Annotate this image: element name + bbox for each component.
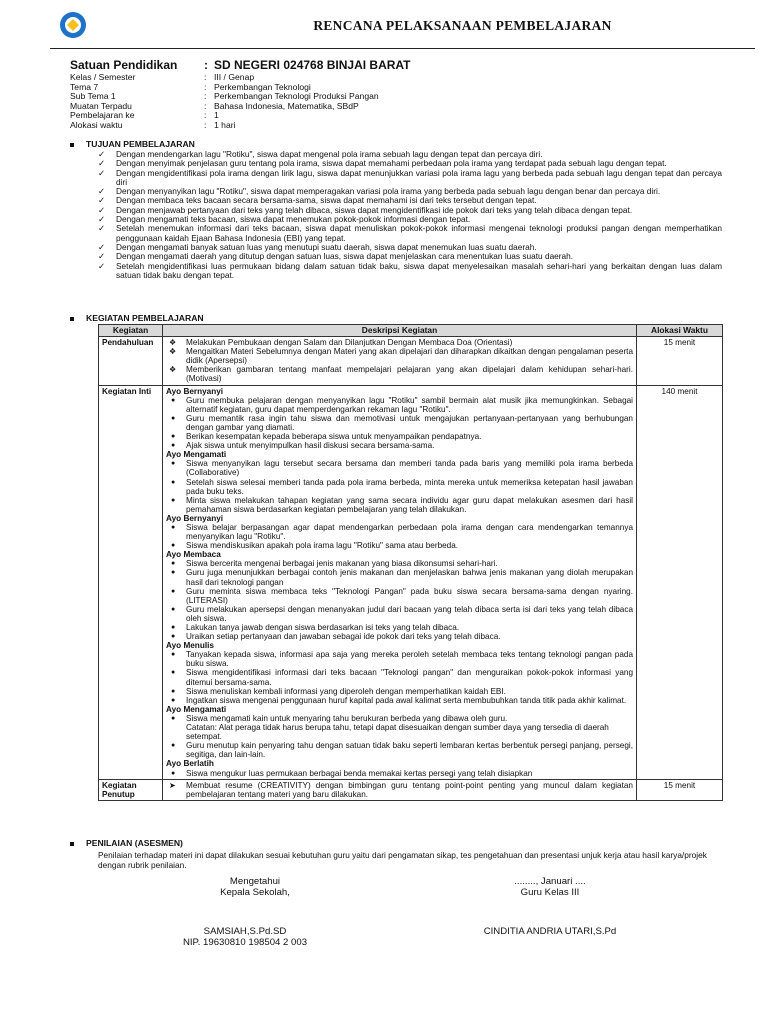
pendahuluan-description [163, 337, 637, 385]
bullet-icon: ● [171, 633, 176, 641]
inti-item-text: Siswa mendiskusikan apakah pola irama lagu "Rotiku" sama atau berbeda. [186, 541, 459, 551]
colon: : [204, 119, 207, 130]
inti-group-title: Ayo Menulis [166, 641, 214, 651]
inti-item [166, 541, 633, 550]
col-alokasi-header: Alokasi Waktu [637, 325, 723, 337]
bullet-icon: ● [171, 460, 176, 468]
inti-item-text: Minta siswa melakukan tahapan kegiatan yang sama secara individu agar guru dapat melakukan asesmen dari hasil pemahaman siswa berdasarkan kegiatan pembelajaran yang telah dilakukan. [186, 495, 633, 514]
signature-right [450, 876, 650, 898]
pendahuluan-item [166, 365, 633, 383]
inti-item [166, 496, 633, 514]
inti-item-text: Guru melakukan apersepsi dengan menanyakan judul dari bacaan yang telah dibaca serta isi dari teks yang telah dibaca oleh siswa. [186, 604, 633, 623]
inti-item [166, 459, 633, 477]
inti-item [166, 741, 633, 759]
document-title: RENCANA PELAKSANAAN PEMBELAJARAN [313, 18, 612, 33]
inti-group-title: Ayo Mengamati [166, 704, 227, 714]
identity-block [70, 58, 730, 131]
inti-item [166, 478, 633, 496]
bullet-icon: ● [171, 542, 176, 550]
ident-value: Perkembangan Teknologi [214, 81, 311, 92]
ident-value: III / Genap [214, 72, 255, 82]
inti-item [166, 396, 633, 414]
bullet-icon: ● [171, 669, 176, 677]
ident-row [70, 111, 730, 121]
checkmark-icon: ✓ [98, 251, 105, 262]
inti-item [166, 414, 633, 432]
tujuan-item-text: Setelah mengidentifikasi luas permukaan bidang dalam satuan tidak baku, siswa dapat menyelesaikan masalah sehari-hari yang berkaitan dengan luas dalam satuan tidak baku dengan tepat. [116, 260, 722, 280]
col-deskripsi-header: Deskripsi Kegiatan [163, 325, 637, 337]
ident-value: 1 hari [214, 119, 236, 130]
arrow-bullet-icon: ➤ [169, 780, 176, 790]
bullet-icon: ● [171, 742, 176, 750]
checkmark-icon: ✓ [98, 204, 105, 215]
sig-right-name: CINDITIA ANDRIA UTARI,S.Pd [483, 926, 617, 937]
penutup-item-text: Membuat resume (CREATIVITY) dengan bimbingan guru tentang point-point penting yang muncul dalam kegiatan pembelajaran tentang materi yang baru dilakukan. [186, 780, 633, 799]
square-bullet-icon [70, 143, 74, 147]
inti-group-title: Ayo Bernyanyi [166, 513, 224, 523]
ident-key: Alokasi waktu [70, 119, 123, 130]
bullet-icon: ● [171, 414, 176, 422]
penutup-label: Kegiatan Penutup [99, 779, 163, 800]
inti-item [166, 769, 633, 778]
pendahuluan-label: Pendahuluan [99, 337, 163, 385]
inti-group-title: Ayo Membaca [166, 550, 221, 560]
inti-item-text: Berikan kesempatan kepada beberapa siswa untuk menyampaikan pendapatnya. [186, 432, 482, 442]
ident-value: Bahasa Indonesia, Matematika, SBdP [214, 100, 359, 111]
inti-alokasi: 140 menit [637, 385, 723, 779]
bullet-icon: ● [171, 396, 176, 404]
colon: : [204, 110, 207, 121]
school-label: Satuan Pendidikan [70, 58, 178, 72]
inti-item [166, 432, 633, 441]
sig-right-line1: ........, Januari .... [514, 876, 586, 887]
inti-item-text: Siswa menyanyikan lagu tersebut secara bersama dan memberi tanda pada baris yang memiliki pola irama berbeda (Collaborative) [186, 459, 633, 478]
ident-key: Tema 7 [70, 81, 99, 92]
inti-item-text: Guru membuka pelajaran dengan menyanyikan lagu "Rotiku" sambil bermain alat musik jika memungkinkan. Sebagai alternatif kegiatan, guru dapat memperdengarkan rekaman lagu "Rotiku". [186, 395, 633, 414]
pendahuluan-alokasi: 15 menit [637, 337, 723, 385]
bullet-icon: ● [171, 478, 176, 486]
inti-item [166, 523, 633, 541]
colon: : [204, 58, 208, 72]
checkmark-icon: ✓ [98, 149, 105, 159]
inti-catatan: Catatan: Alat peraga tidak harus berupa tahu, tetapi dapat disesuaikan dengan sumber daya yang tersedia di daerah setempat. [186, 723, 609, 742]
tujuan-heading-text: TUJUAN PEMBELAJARAN [86, 139, 195, 149]
ident-row [70, 73, 730, 83]
signature-left [180, 876, 330, 898]
checkmark-icon: ✓ [98, 167, 105, 178]
inti-item-text: Siswa mengidentifikasi informasi dari teks bacaan "Teknologi pangan" dan menguraikan pokok-pokok informasi yang ditemui bersama-sama. [186, 668, 633, 687]
bullet-icon: ● [171, 605, 176, 613]
inti-description [163, 385, 637, 779]
ident-row [70, 102, 730, 112]
col-kegiatan-header: Kegiatan [99, 325, 163, 337]
diamond-bullet-icon: ❖ [169, 338, 177, 348]
kegiatan-heading-text: KEGIATAN PEMBELAJARAN [86, 313, 204, 323]
signature-left-name [160, 926, 330, 948]
ident-row [70, 92, 730, 102]
inti-item-text: Guru juga menunjukkan berbagai contoh jenis makanan dan menjelaskan bahwa jenis makanan yang diolah merupakan hasil dari teknologi pangan [186, 568, 633, 587]
diamond-bullet-icon: ❖ [169, 365, 177, 375]
pendahuluan-item [166, 338, 633, 347]
tujuan-item-text: Dengan menjawab pertanyaan dari teks yang telah dibaca, siswa dapat mengidentifikasi ide pokok dari teks yang telah dibaca dengan tepat. [116, 204, 633, 215]
tujuan-list [98, 150, 722, 280]
penutup-row [99, 779, 723, 800]
tujuan-item-text: Dengan mengidentifikasi pola irama dengan lirik lagu, siswa dapat menunjukkan variasi pola irama lagu yang berbeda pada sebuah lagu dengan tepat dan percaya diri [116, 167, 722, 187]
pendahuluan-item-text: Melakukan Pembukaan dengan Salam dan Dilanjutkan Dengan Membaca Doa (Orientasi) [186, 338, 513, 348]
inti-item-text: Siswa bercerita mengenai berbagai jenis makanan yang biasa dikonsumsi sehari-hari. [186, 559, 498, 569]
inti-item-text: Siswa mengukur luas permukaan berbagai benda memakai kertas persegi yang telah disiapkan [186, 768, 533, 778]
kegiatan-heading [70, 313, 204, 323]
inti-item [166, 568, 633, 586]
penilaian-heading [70, 838, 183, 848]
square-bullet-icon [70, 317, 74, 321]
checkmark-icon: ✓ [98, 214, 105, 225]
checkmark-icon: ✓ [98, 260, 105, 271]
bullet-icon: ● [171, 687, 176, 695]
tujuan-item [98, 169, 722, 188]
colon: : [204, 72, 207, 82]
pendahuluan-item-text: Memberikan gambaran tentang manfaat mempelajari pelajaran yang akan dipelajari dalam kehidupan sehari-hari. (Motivasi) [186, 365, 633, 384]
inti-item [166, 714, 633, 723]
tujuan-item [98, 262, 722, 281]
checkmark-icon: ✓ [98, 241, 105, 252]
inti-item [166, 623, 633, 632]
colon: : [204, 81, 207, 92]
pendahuluan-row [99, 337, 723, 385]
inti-item [166, 587, 633, 605]
colon: : [204, 100, 207, 111]
penilaian-text: Penilaian terhadap materi ini dapat dilakukan sesuai kebutuhan guru yaitu dari pengamatan sikap, tes pengetahuan dan presentasi unjuk kerja atau hasil karya/projek dengan rubrik penilaian. [98, 850, 707, 870]
tujuan-item-text: Dengan mengamati daerah yang ditutup dengan satuan luas, siswa dapat menjelaskan cara menentukan luas suatu daerah. [116, 251, 574, 262]
inti-item-text: Ajak siswa untuk menyimpulkan hasil diskusi secara bersama-sama. [186, 441, 435, 451]
inti-item-text: Ingatkan siswa mengenai penggunaan huruf kapital pada awal kalimat serta membubuhkan tanda titik pada akhir kalimat. [186, 695, 627, 705]
bullet-icon: ● [171, 651, 176, 659]
tujuan-item-text: Dengan mendengarkan lagu "Rotiku", siswa dapat mengenal pola irama sebuah lagu dengan tepat dan percaya diri. [116, 149, 543, 159]
inti-item-text: Guru meminta siswa membaca teks "Teknologi Pangan" pada buku siswa secara bersama-sama dengan nyaring. (LITERASI) [186, 586, 633, 605]
school-value: SD NEGERI 024768 BINJAI BARAT [214, 58, 411, 72]
signature-right-name [440, 926, 660, 937]
ident-key: Sub Tema 1 [70, 91, 116, 102]
inti-item-text: Siswa mengamati kain untuk menyaring tahu berukuran berbeda yang dibawa oleh guru. [186, 713, 508, 723]
ident-value: Perkembangan Teknologi Produksi Pangan [214, 91, 379, 102]
inti-item [166, 605, 633, 623]
kegiatan-table [98, 324, 723, 801]
ident-key: Kelas / Semester [70, 72, 136, 82]
checkmark-icon: ✓ [98, 195, 105, 206]
inti-group-title: Ayo Bernyanyi [166, 386, 224, 396]
checkmark-icon: ✓ [98, 158, 105, 169]
inti-item [166, 632, 633, 641]
pendahuluan-item-text: Mengaitkan Materi Sebelumnya dengan Materi yang akan dipelajari dan diharapkan dikaitkan dengan pengalaman peserta didik (Apersepsi) [186, 347, 633, 366]
tujuan-item-text: Dengan menyimak penjelasan guru tentang pola irama, siswa dapat memahami perbedaan pola irama yang terdapat pada sebuah lagu dengan tepat. [116, 158, 667, 169]
bullet-icon: ● [171, 560, 176, 568]
bullet-icon: ● [171, 523, 176, 531]
inti-item [166, 668, 633, 686]
inti-item-text: Lakukan tanya jawab dengan siswa berdasarkan isi teks yang telah dibaca. [186, 623, 460, 632]
inti-item-text: Siswa belajar berpasangan agar dapat mendengarkan perbedaan pola irama dengan cara mendengarkan temannya menyanyikan lagu "Rotiku". [186, 522, 633, 542]
sig-left-name: SAMSIAH,S.Pd.SD [203, 926, 287, 937]
inti-group-title: Ayo Berlatih [166, 759, 214, 769]
sig-right-line2: Guru Kelas III [520, 887, 580, 898]
inti-item-text: Tanyakan kepada siswa, informasi apa saja yang mereka peroleh setelah membaca teks tentang teknologi pangan pada buku siswa. [186, 650, 633, 669]
tujuan-item-text: Dengan mengamati banyak satuan luas yang menutupi suatu daerah, siswa dapat menemukan luas suatu daerah. [116, 241, 537, 252]
ident-key: Muatan Terpadu [70, 100, 132, 111]
tujuan-heading [70, 139, 195, 149]
bullet-icon: ● [171, 696, 176, 704]
inti-item [166, 650, 633, 668]
tujuan-item-text: Setelah menemukan informasi dari teks bacaan, siswa dapat menuliskan pokok-pokok informasi mengenai teknologi produksi pangan dengan memperhatikan penggunaan kaidah Ejaan Bahasa Indonesia (EBI) yang tepat. [116, 223, 722, 243]
sig-left-line2: Kepala Sekolah, [220, 887, 290, 898]
bullet-icon: ● [171, 569, 176, 577]
inti-item-text: Guru memantik rasa ingin tahu siswa dan memotivasi untuk mengajukan pertanyaan-pertanyaan yang berhubungan dengan gambar yang diamati. [186, 413, 633, 432]
penutup-alokasi: 15 menit [637, 779, 723, 800]
inti-item-text: Uraikan setiap pertanyaan dan jawaban sebagai ide pokok dari teks yang telah dibaca. [186, 632, 501, 642]
inti-item [166, 696, 633, 705]
penutup-description [163, 779, 637, 800]
penilaian-heading-text: PENILAIAN (ASESMEN) [86, 838, 183, 848]
penutup-item [166, 781, 633, 799]
diamond-bullet-icon: ❖ [169, 347, 177, 357]
inti-item [166, 441, 633, 450]
checkmark-icon: ✓ [98, 186, 105, 197]
colon: : [204, 91, 207, 102]
inti-item [166, 687, 633, 696]
bullet-icon: ● [171, 624, 176, 631]
tujuan-item [98, 224, 722, 243]
inti-item-text: Guru menutup kain penyaring tahu dengan satuan tidak baku seperti lembaran kertas berbentuk persegi panjang, persegi, segitiga, dan lain-lain. [186, 741, 633, 760]
bullet-icon: ● [171, 433, 176, 441]
ident-row [70, 121, 730, 131]
bullet-icon: ● [171, 496, 176, 504]
inti-row [99, 385, 723, 779]
bullet-icon: ● [171, 442, 176, 450]
bullet-icon: ● [171, 714, 176, 722]
tujuan-item-text: Dengan menyanyikan lagu "Rotiku", siswa dapat memperagakan variasi pola irama yang berbeda pada sebuah lagu dengan benar dan percaya diri. [116, 186, 661, 197]
inti-item-text: Setelah siswa selesai memberi tanda pada pola irama berbeda, minta mereka untuk memeriksa ketepatan hasil jawaban pada buku teks. [186, 477, 633, 496]
inti-item-text: Siswa menuliskan kembali informasi yang diperoleh dengan memperhatikan kaidah EBI. [186, 686, 506, 696]
ident-key: Pembelajaran ke [70, 110, 135, 121]
sig-left-nip: NIP. 19630810 198504 2 003 [182, 937, 308, 948]
checkmark-icon: ✓ [98, 223, 105, 234]
tujuan-item-text: Dengan membaca teks bacaan secara bersama-sama, siswa dapat memahami isi dari teks tersebut dengan tepat. [116, 195, 537, 206]
inti-group-title: Ayo Mengamati [166, 450, 227, 460]
ident-row [70, 83, 730, 93]
square-bullet-icon [70, 842, 74, 846]
inti-item [166, 559, 633, 568]
page-header [50, 0, 755, 49]
bullet-icon: ● [171, 769, 176, 777]
ident-value: 1 [214, 110, 219, 121]
bullet-icon: ● [171, 587, 176, 595]
sig-left-line1: Mengetahui [229, 876, 281, 887]
school-row [70, 58, 730, 73]
tujuan-item-text: Dengan mengamati teks bacaan, siswa dapat menemukan pokok-pokok informasi dengan tepat. [116, 214, 471, 225]
pendahuluan-item [166, 347, 633, 365]
inti-label: Kegiatan Inti [99, 385, 163, 779]
